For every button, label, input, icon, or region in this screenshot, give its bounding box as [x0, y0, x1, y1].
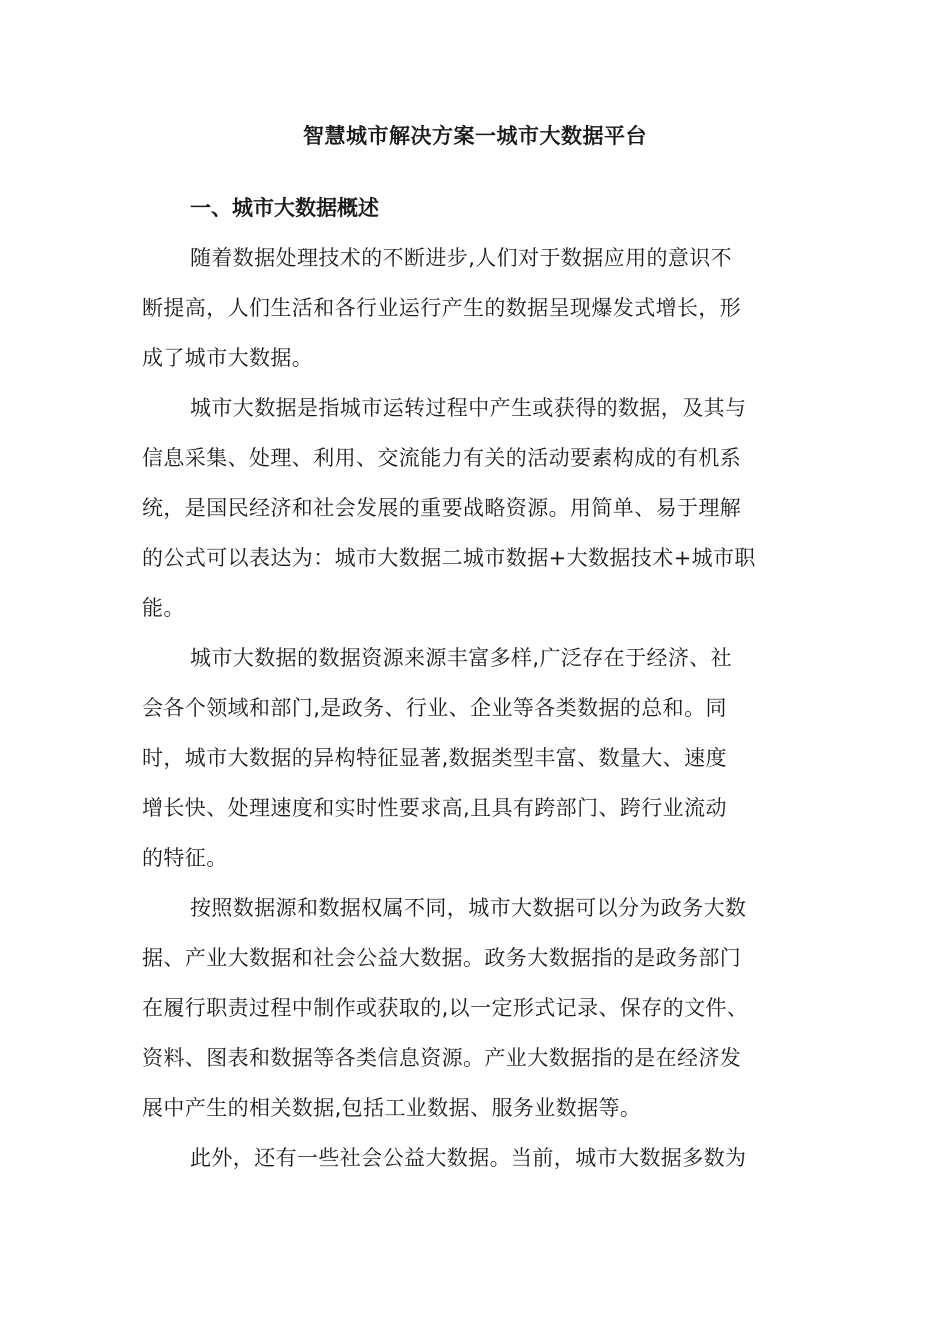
paragraph-line: 能。: [142, 596, 185, 620]
paragraph-line: 统，是国民经济和社会发展的重要战略资源。用简单、易于理解: [142, 496, 742, 520]
paragraph-1: [142, 233, 808, 383]
paragraph-line: 的特征。: [142, 846, 228, 870]
section-heading: 一、城市大数据概述: [190, 196, 379, 220]
paragraph-line: 在履行职责过程中制作或获取的,以一定形式记录、保存的文件、: [142, 996, 749, 1020]
paragraph-line: 信息采集、处理、利用、交流能力有关的活动要素构成的有机系: [142, 446, 742, 470]
paragraph-line: 展中产生的相关数据,包括工业数据、服务业数据等。: [142, 1096, 642, 1120]
paragraph-line: 增长快、处理速度和实时性要求高,且具有跨部门、跨行业流动: [142, 796, 727, 820]
paragraph-line: 成了城市大数据。: [142, 346, 314, 370]
paragraph-5: [142, 1133, 808, 1183]
paragraph-line: 时，城市大数据的异构特征显著,数据类型丰富、数量大、速度: [142, 746, 727, 770]
paragraph-line: 资料、图表和数据等各类信息资源。产业大数据指的是在经济发: [142, 1046, 742, 1070]
paragraph-2: [142, 383, 808, 633]
paragraph-line: 此外，还有一些社会公益大数据。当前，城市大数据多数为: [190, 1146, 747, 1170]
paragraph-line: 随着数据处理技术的不断进步,人们对于数据应用的意识不: [190, 246, 733, 270]
paragraph-line: 据、产业大数据和社会公益大数据。政务大数据指的是政务部门: [142, 946, 742, 970]
paragraph-line: 断提高，人们生活和各行业运行产生的数据呈现爆发式增长，形: [142, 296, 742, 320]
document-title: 智慧城市解决方案一城市大数据平台: [303, 124, 647, 148]
paragraph-line: 城市大数据的数据资源来源丰富多样,广泛存在于经济、社: [190, 646, 733, 670]
paragraph-line: 的公式可以表达为：城市大数据二城市数据+大数据技术+城市职: [142, 546, 756, 570]
paragraph-3: [142, 633, 808, 883]
paragraph-4: [142, 883, 808, 1133]
paragraph-line: 城市大数据是指城市运转过程中产生或获得的数据，及其与: [190, 396, 747, 420]
paragraph-line: 按照数据源和数据权属不同，城市大数据可以分为政务大数: [190, 896, 747, 920]
paragraph-line: 会各个领域和部门,是政务、行业、企业等各类数据的总和。同: [142, 696, 727, 720]
